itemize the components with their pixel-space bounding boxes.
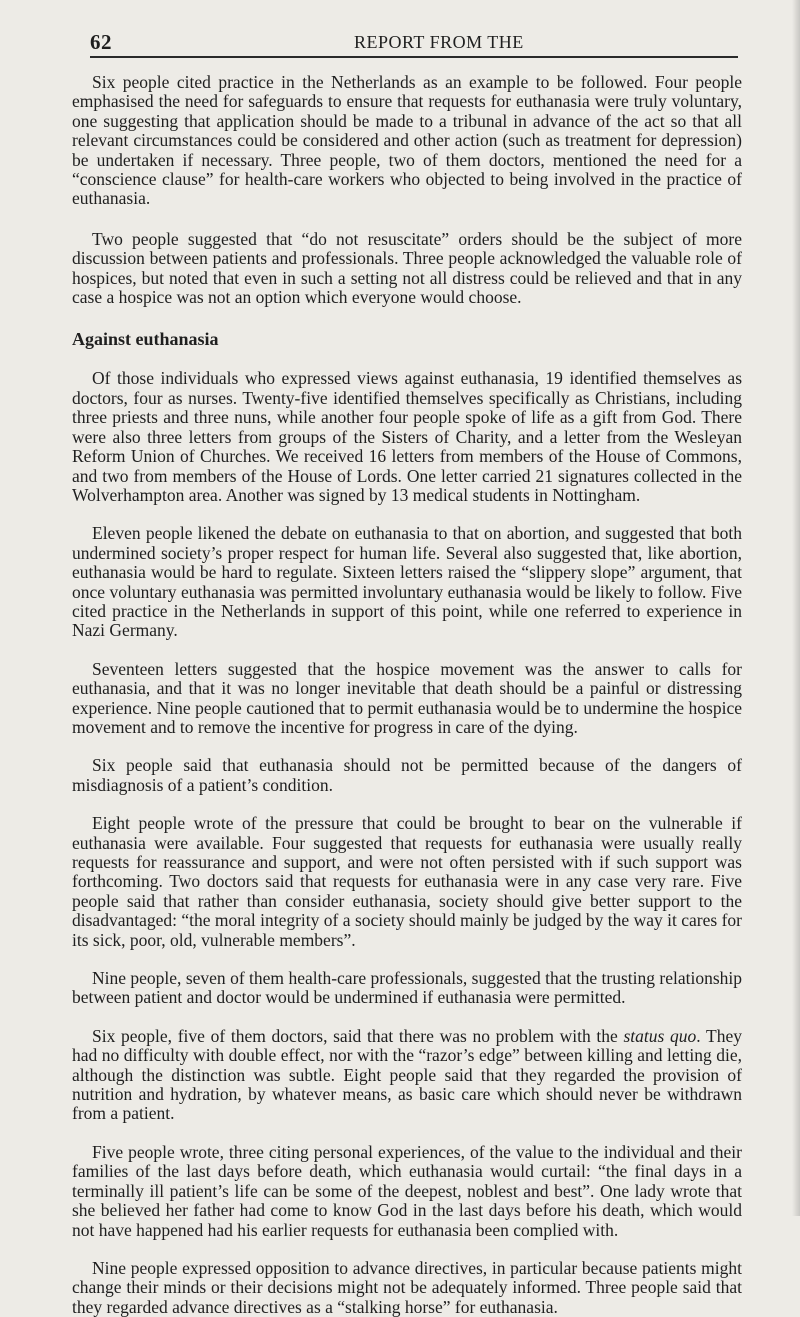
paragraph: Nine people expressed opposition to advance directives, in particular because patients might change their minds or their decisions might not be adequately informed. Three people said that they regarded advance directives as a “stalking horse” for euthanasia. xyxy=(72,1257,742,1317)
italic-phrase: status quo xyxy=(623,1025,697,1046)
paragraph: Six people cited practice in the Netherlands as an example to be followed. Four people emphasised the need for safeguards to ensure that requests for euthanasia were truly voluntary, one suggesting that application should be made to a tribunal in advance of the act so that all relevant circumstances could be considered and other action (such as treatment for depression) be undertaken if necessary. Three people, two of them doctors, mentioned the need for a “conscience clause” for health-care workers who objected to being involved in the practice of euthanasia. xyxy=(72,72,742,209)
page-number: 62 xyxy=(90,30,112,54)
paragraph: Seventeen letters suggested that the hospice movement was the answer to calls for euthanasia, and that it was no longer inevitable that death should be a painful or distressing experience. Nine people cautioned that to permit euthanasia would be to undermine the hospice movement and to remove the incentive for progress in care of the dying. xyxy=(72,658,742,737)
paragraph: Eleven people likened the debate on euthanasia to that on abortion, and suggested that both undermined society’s proper respect for human life. Several also suggested that, like abortion, euthanasia would be hard to regulate. Sixteen letters raised the “slippery slope” argument, that once voluntary euthanasia was permitted involuntary euthanasia would be likely to follow. Five cited practice in the Netherlands in support of this point, while one referred to experience in Nazi Germany. xyxy=(72,523,742,641)
section-heading: Against euthanasia xyxy=(72,329,219,350)
body-text xyxy=(72,73,742,1317)
paragraph: Five people wrote, three citing personal experiences, of the value to the individual and their families of the last days before death, which euthanasia would curtail: “the final days in a terminally ill patient’s life can be some of the deepest, noblest and best”. One lady wrote that she believed her father had come to know God in the last days before his death, which would not have happened had his earlier requests for euthanasia been complied with. xyxy=(72,1141,742,1240)
paragraph: Six people, five of them doctors, said that there was no problem with the status quo. They had no difficulty with double effect, nor with the “razor’s edge” between killing and letting die, although the distinction was subtle. Eight people said that they regarded the provision of nutrition and hydration, by whatever means, as basic care which should never be withdrawn from a patient. xyxy=(72,1025,742,1124)
paragraph: Nine people, seven of them health-care professionals, suggested that the trusting relationship between patient and doctor would be undermined if euthanasia were permitted. xyxy=(72,968,742,1008)
paragraph: Of those individuals who expressed views against euthanasia, 19 identified themselves as doctors, four as nurses. Twenty-five identified themselves specifically as Christians, including three priests and three nuns, while another four people spoke of life as a gift from God. There were also three letters from groups of the Sisters of Charity, and a letter from the Wesleyan Reform Union of Churches. We received 16 letters from members of the House of Commons, and two from members of the House of Lords. One letter carried 21 signatures collected in the Wolverhampton area. Another was signed by 13 medical students in Nottingham. xyxy=(72,368,742,505)
page-edge-shadow xyxy=(792,0,800,1216)
paragraph: Eight people wrote of the pressure that could be brought to bear on the vulnerable if euthanasia were available. Four suggested that requests for euthanasia were usually really requests for reassurance and support, and were not often persisted with if such support was forthcoming. Two doctors said that requests for euthanasia were in any case very rare. Five people said that rather than consider euthanasia, society should give better support to the disadvantaged: “the moral integrity of a society should mainly be judged by the way it cares for its sick, poor, old, vulnerable members”. xyxy=(72,813,742,950)
header-rule xyxy=(90,56,738,58)
page-header xyxy=(90,30,734,54)
paragraph: Six people said that euthanasia should not be permitted because of the dangers of misdiagnosis of a patient’s condition. xyxy=(72,755,742,795)
running-title: REPORT FROM THE xyxy=(354,32,524,52)
paragraph: Two people suggested that “do not resuscitate” orders should be the subject of more discussion between patients and professionals. Three people acknowledged the valuable role of hospices, but noted that even in such a setting not all distress could be relieved and that in any case a hospice was not an option which everyone would choose. xyxy=(72,228,742,308)
